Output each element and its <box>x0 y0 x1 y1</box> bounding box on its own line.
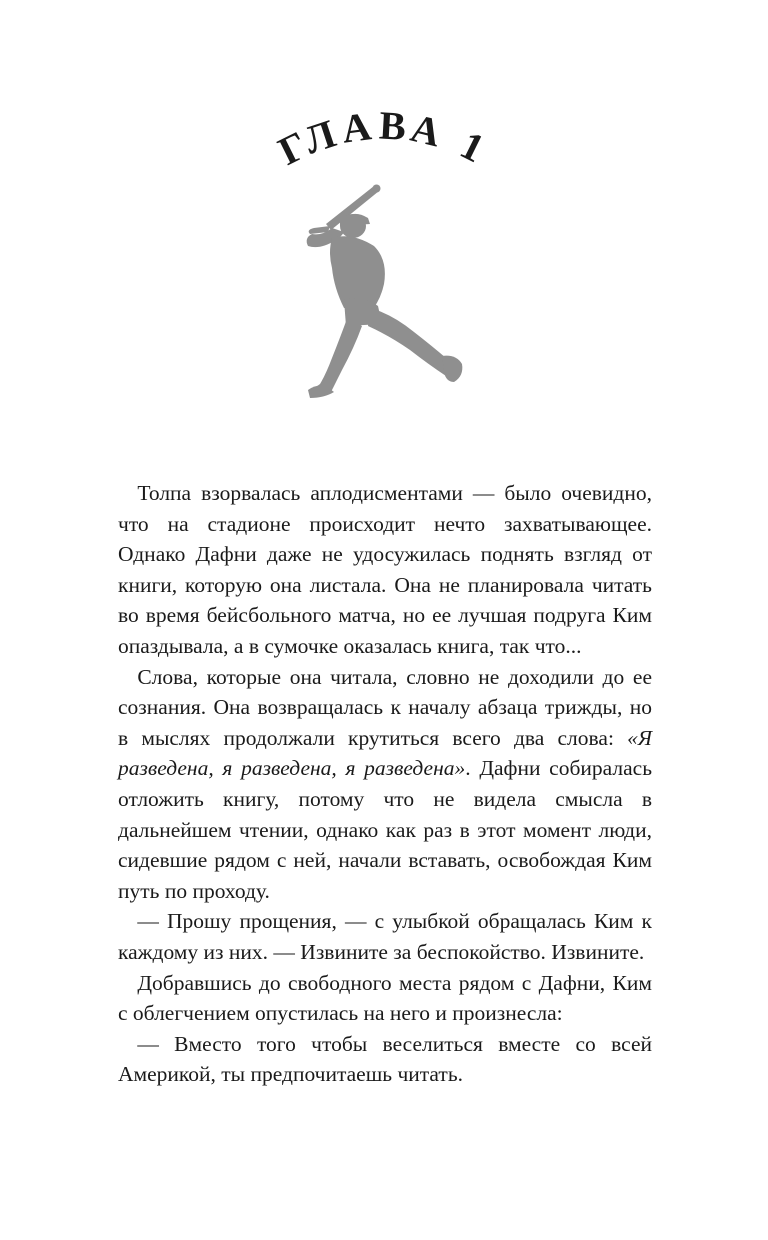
paragraph-2 <box>118 662 652 907</box>
paragraph-1: Толпа взорвалась аплодисментами — было очевидно, что на стадионе происходит нечто захватывающее. Однако Дафни даже не удосужилась поднять взгляд от книги, которую она листала. Она не планировала читать во время бейсбольного матча, но ее лучшая подруга Ким опаздывала, а в сумочке оказалась книга, так что... <box>118 481 652 658</box>
paragraph-2-end: . Дафни собиралась отложить книгу, потому что не видела смысла в дальнейшем чтении, однако как раз в этот момент люди, сидевшие рядом с ней, начали вставать, освобождая Ким путь по проходу. <box>118 756 653 903</box>
paragraph-4: Добравшись до свободного места рядом с Дафни, Ким с облегчением опустилась на него и произнесла: <box>118 970 652 1026</box>
baseball-batter-icon <box>296 176 472 406</box>
paragraph-5: — Вместо того чтобы веселиться вместе со всей Америкой, ты предпочитаешь читать. <box>118 1031 652 1087</box>
chapter-body-text <box>118 478 652 1090</box>
chapter-title: ГЛАВА 1 <box>271 102 497 174</box>
svg-text:ГЛАВА 1 <box>271 102 496 173</box>
paragraph-2-start: Слова, которые она читала, словно не доходили до ее сознания. Она возвращалась к началу абзаца трижды, но в мыслях продолжали крутиться всего два слова: <box>118 664 652 750</box>
paragraph-3: — Прошу прощения, — с улыбкой обращалась Ким к каждому из них. — Извините за беспокойство. Извините. <box>118 909 652 964</box>
italic-quote: «Я разведена, я разведена, я разведена» <box>118 725 652 781</box>
baseball-batter-illustration <box>296 176 472 406</box>
